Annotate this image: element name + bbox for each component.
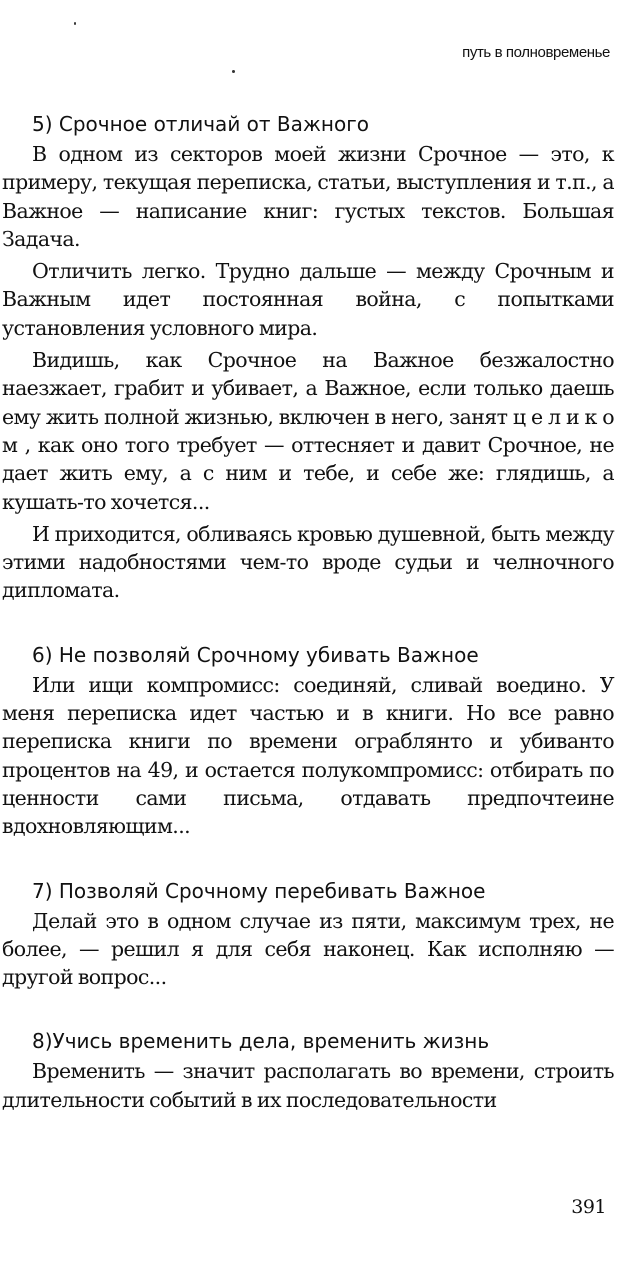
page-number: 391 — [571, 1196, 606, 1218]
paragraph: В одном из секторов моей жизни Срочное — это, к примеру, текущая переписка, статьи, выступления и т.п., а Важное — написание книг: густых текстов. Большая Задача. — [2, 142, 614, 251]
paragraph: Временить — значит располагать во времени, строить длительности событий в их последовательности — [2, 1059, 614, 1112]
section — [2, 1027, 614, 1114]
section-heading: 8)Учись временить дела, временить жизнь — [32, 1029, 490, 1054]
paragraph: И приходится, обливаясь кровью душевной, быть между этими надобностями чем-то вроде судьи и челночного дипломата. — [2, 521, 614, 603]
section — [2, 641, 614, 841]
section-heading: 5) Срочное отличай от Важного — [32, 112, 369, 136]
section-heading: 7) Позволяй Срочному перебивать Важное — [32, 878, 486, 903]
paragraph: Делай это в одном случае из пяти, максимум трех, не более, — решил я для себя наконец. Как исполняю — другой вопрос... — [2, 908, 614, 990]
section — [2, 877, 614, 992]
running-header: путь в полновременье — [462, 44, 610, 61]
paragraph: Видишь, как Срочное на Важное безжалостно наезжает, грабит и убивает, а Важное, если только даешь ему жить полной жизнью, включен в него, занят ц е л и к о м , как оно того требует — оттесняет и давит Срочное, не дает жить ему, а с ним и тебе, и себе же: глядишь, а кушать-то хочется... — [2, 348, 614, 514]
page-body — [2, 110, 614, 1150]
scan-speck — [74, 22, 76, 25]
scan-speck — [232, 70, 235, 73]
paragraph: Отличить легко. Трудно дальше — между Срочным и Важным идет постоянная война, с попытками установления условного мира. — [2, 259, 614, 340]
section-heading: 6) Не позволяй Срочному убивать Важное — [32, 642, 479, 667]
paragraph: Или ищи компромисс: соединяй, сливай воедино. У меня переписка идет частью и в книги. Но все равно переписка книги по времени ограблянто и убиванто процентов на 49, и остается полукомпромисс: отбирать по ценности сами письма, отдавать предпочтеине вдохновляющим... — [2, 672, 614, 839]
section — [2, 110, 614, 605]
